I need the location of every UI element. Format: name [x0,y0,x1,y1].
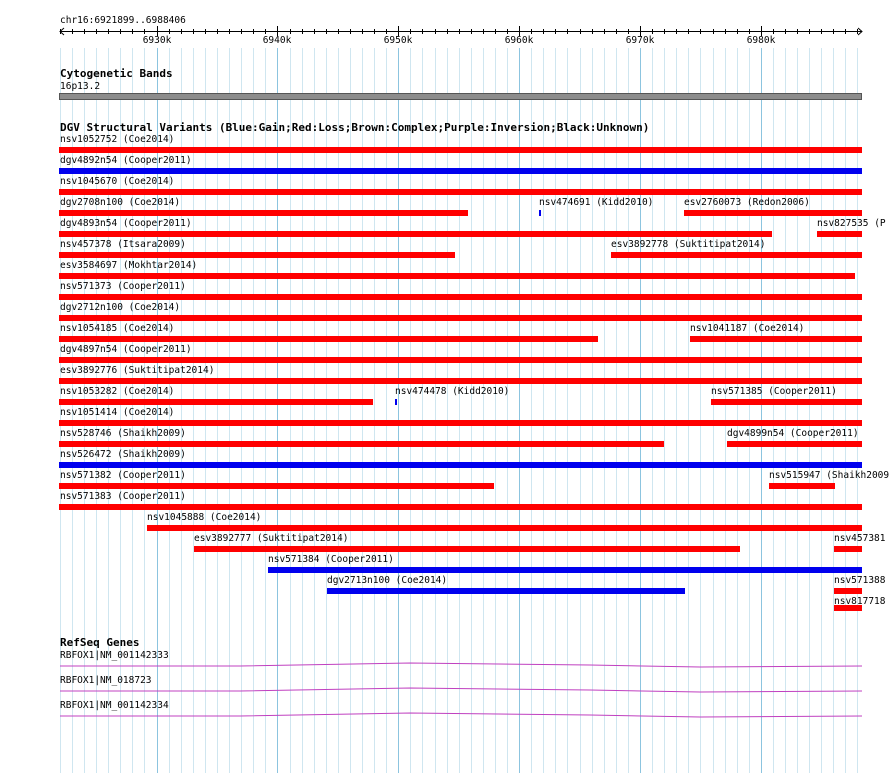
refseq-transcript-label[interactable]: RBFOX1|NM_018723 [60,675,152,686]
dgv-feature-label[interactable]: dgv4897n54 (Cooper2011) [60,344,192,355]
dgv-feature-label[interactable]: nsv817718 [834,596,886,607]
refseq-transcript-label[interactable]: RBFOX1|NM_001142333 [60,650,169,661]
refseq-transcript-line[interactable] [60,663,862,667]
dgv-feature-label[interactable]: nsv571384 (Cooper2011) [268,554,394,565]
dgv-feature-label[interactable]: nsv1053282 (Coe2014) [60,386,175,397]
ruler-tick-label: 6950k [383,35,413,46]
dgv-feature-label[interactable]: esv3892776 (Suktitipat2014) [60,365,215,376]
dgv-feature-label[interactable]: esv3892777 (Suktitipat2014) [194,533,349,544]
refseq-transcript-label[interactable]: RBFOX1|NM_001142334 [60,700,169,711]
dgv-feature-label[interactable]: nsv1045888 (Coe2014) [147,512,262,523]
dgv-feature-label[interactable]: nsv457381 [834,533,886,544]
dgv-feature-label[interactable]: nsv1045670 (Coe2014) [60,176,175,187]
cytoband-track-title: Cytogenetic Bands [60,67,173,80]
refseq-transcript-line[interactable] [60,713,862,717]
dgv-feature-label[interactable]: nsv571383 (Cooper2011) [60,491,186,502]
dgv-feature-label[interactable]: nsv827535 (P [817,218,886,229]
dgv-feature-label[interactable]: dgv2712n100 (Coe2014) [60,302,181,313]
dgv-feature-label[interactable]: nsv474691 (Kidd2010) [539,197,654,208]
dgv-feature-label[interactable]: esv3892778 (Suktitipat2014) [611,239,766,250]
dgv-feature-label[interactable]: dgv2713n100 (Coe2014) [327,575,448,586]
dgv-feature-label[interactable]: nsv457378 (Itsara2009) [60,239,186,250]
dgv-feature-label[interactable]: dgv4899n54 (Cooper2011) [727,428,859,439]
ruler-tick-label: 6940k [262,35,292,46]
cytoband-label: 16p13.2 [60,81,101,92]
dgv-feature-label[interactable]: nsv1041187 (Coe2014) [690,323,805,334]
dgv-feature-label[interactable]: nsv571373 (Cooper2011) [60,281,186,292]
dgv-feature-label[interactable]: nsv515947 (Shaikh2009 [769,470,890,481]
ruler-tick-label: 6930k [142,35,172,46]
position-label: chr16:6921899..6988406 [60,15,186,26]
refseq-track-title: RefSeq Genes [60,636,140,649]
dgv-feature-label[interactable]: esv2760073 (Redon2006) [684,197,810,208]
dgv-track-title: DGV Structural Variants (Blue:Gain;Red:Loss;Brown:Complex;Purple:Inversion;Black:Unknown) [60,121,650,134]
ruler-tick-label: 6960k [504,35,534,46]
dgv-feature-label[interactable]: nsv1054185 (Coe2014) [60,323,175,334]
dgv-feature-label[interactable]: dgv4893n54 (Cooper2011) [60,218,192,229]
refseq-transcript-line[interactable] [60,688,862,692]
dgv-feature-label[interactable]: nsv526472 (Shaikh2009) [60,449,186,460]
dgv-feature-label[interactable]: dgv4892n54 (Cooper2011) [60,155,192,166]
dgv-feature-label[interactable]: nsv571385 (Cooper2011) [711,386,837,397]
dgv-feature-label[interactable]: nsv1052752 (Coe2014) [60,134,175,145]
ruler-tick-label: 6970k [625,35,655,46]
dgv-feature-label[interactable]: nsv528746 (Shaikh2009) [60,428,186,439]
dgv-feature-label[interactable]: nsv474478 (Kidd2010) [395,386,510,397]
dgv-feature-label[interactable]: esv3584697 (Mokhtar2014) [60,260,198,271]
dgv-feature-label[interactable]: nsv1051414 (Coe2014) [60,407,175,418]
dgv-feature-label[interactable]: nsv571382 (Cooper2011) [60,470,186,481]
dgv-feature-label[interactable]: dgv2708n100 (Coe2014) [60,197,181,208]
ruler-tick-label: 6980k [746,35,776,46]
dgv-feature-label[interactable]: nsv571388 [834,575,886,586]
